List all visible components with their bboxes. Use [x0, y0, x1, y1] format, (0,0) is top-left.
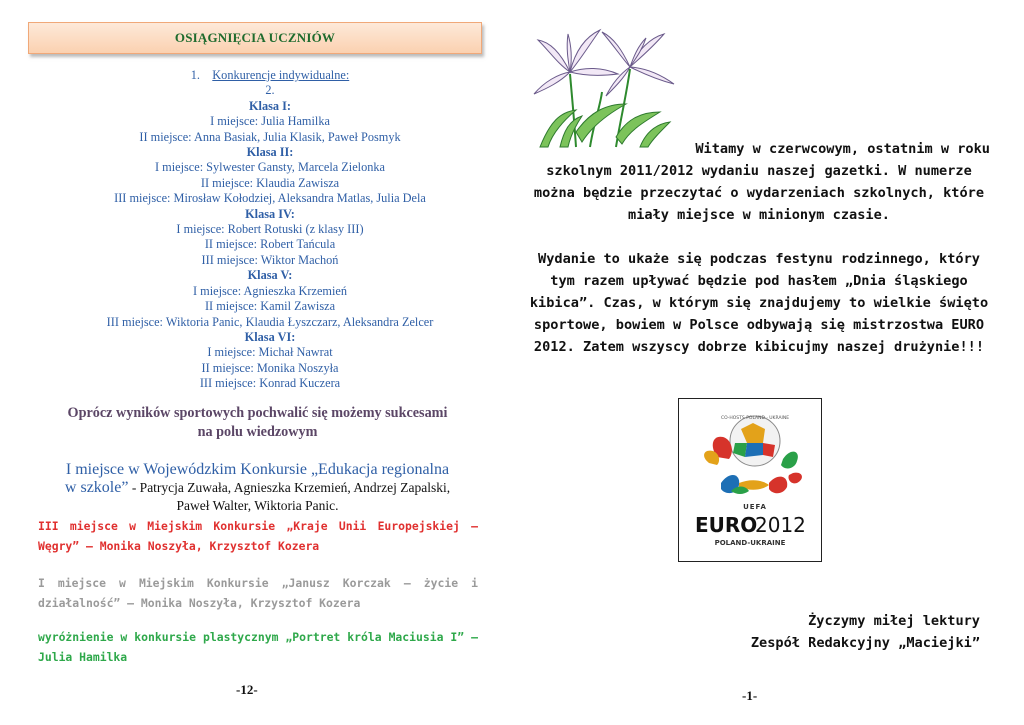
result-line: III miejsce: Wiktoria Panic, Klaudia Łyszczarz, Aleksandra Zelcer — [106, 314, 434, 329]
category-heading — [60, 68, 480, 83]
greeting-first-line: Witamy w czerwcowym, ostatnim w roku — [695, 141, 990, 157]
euro-2012-logo — [678, 398, 822, 562]
award-names: Paweł Walter, Wiktoria Panic. — [176, 498, 339, 513]
list-number-1: 1. — [190, 68, 200, 82]
greeting-paragraph: Wydanie to ukaże się podczas festynu rodzinnego, który tym razem upływać będzie pod hasłem „Dnia śląskiego kibica”. Czas, w którym się znajdujemy to wielkie święto sportowe, bowiem w Polsce odbywają się mistrzostwa EURO 2012. Zatem wszyscy dobrze kibicujmy naszej drużynie!!! — [529, 251, 989, 355]
result-line: III miejsce: Mirosław Kołodziej, Aleksandra Matlas, Julia Dela — [114, 191, 426, 206]
class-heading-v: Klasa V: — [247, 268, 293, 283]
result-line: II miejsce: Klaudia Zawisza — [200, 175, 340, 190]
result-line: II miejsce: Anna Basiak, Julia Klasik, Paweł Posmyk — [139, 129, 401, 144]
result-line: I miejsce: Sylwester Gansty, Marcela Zielonka — [154, 160, 386, 175]
page-number: -12- — [236, 682, 258, 697]
logo-euro: EURO — [695, 513, 758, 537]
result-line: I miejsce: Michał Nawrat — [207, 345, 333, 360]
result-line: II miejsce: Kamil Zawisza — [204, 299, 336, 314]
logo-hosts: POLAND-UKRAINE — [714, 539, 786, 547]
section-banner — [28, 22, 482, 54]
knowledge-summary — [30, 404, 485, 442]
class-heading-vi: Klasa VI: — [244, 329, 296, 344]
greeting-paragraph: szkolnym 2011/2012 wydaniu naszej gazetki. W numerze można będzie przeczytać o wydarzeniach szkolnych, które miały miejsce w minionym czasie. — [533, 163, 985, 223]
euro-logo-graphic — [679, 399, 821, 561]
result-line: II miejsce: Monika Noszyła — [201, 360, 339, 375]
art-contest-award: wyróżnienie w konkursie plastycznym „Portret króla Maciusia I” – Julia Hamilka — [38, 630, 478, 664]
award-title: w szkole” — [64, 479, 129, 496]
closing-line: Zespół Redakcyjny „Maciejki” — [750, 635, 980, 651]
logo-ring-text: CO-HOSTS POLAND · UKRAINE — [720, 416, 790, 421]
regional-contest-award — [30, 461, 485, 515]
right-page — [512, 0, 1024, 725]
individual-competitions-heading: Konkurencje indywidualne: — [212, 68, 350, 82]
list-number-2: 2. — [265, 83, 275, 98]
result-line: II miejsce: Robert Tańcula — [204, 237, 336, 252]
editorial-greeting — [526, 138, 992, 358]
closing-line: Życzymy miłej lektury — [808, 613, 980, 629]
result-line: I miejsce: Agnieszka Krzemień — [193, 283, 347, 298]
result-line: III miejsce: Wiktor Machoń — [201, 252, 339, 267]
section-title: OSIĄGNIĘCIA UCZNIÓW — [174, 30, 336, 45]
logo-uefa: UEFA — [743, 503, 767, 511]
eu-contest-award: III miejsce w Miejskim Konkursie „Kraje Unii Europejskiej – Węgry” – Monika Noszyła, Krzysztof Kozera — [38, 519, 478, 553]
class-heading-ii: Klasa II: — [246, 145, 294, 160]
closing-signature — [660, 610, 980, 654]
summary-line: Oprócz wyników sportowych pochwalić się możemy sukcesami — [67, 405, 448, 421]
class-heading-iv: Klasa IV: — [245, 206, 295, 221]
page-number: -1- — [742, 688, 758, 703]
korczak-contest-award: I miejsce w Miejskim Konkursie „Janusz Korczak – życie i działalność” – Monika Noszyła, Krzysztof Kozera — [38, 576, 478, 610]
result-line: I miejsce: Robert Rotuski (z klasy III) — [176, 222, 364, 237]
award-title: I miejsce w Wojewódzkim Konkursie „Edukacja regionalna — [65, 461, 450, 478]
result-line: I miejsce: Julia Hamilka — [210, 114, 330, 129]
result-line: III miejsce: Konrad Kuczera — [199, 376, 341, 391]
logo-year: 2012 — [755, 513, 806, 537]
summary-line: na polu wiedzowym — [197, 424, 318, 440]
class-heading-i: Klasa I: — [248, 98, 292, 113]
flower-illustration — [530, 12, 680, 150]
results-list — [60, 68, 480, 392]
award-names: - Patrycja Zuwała, Agnieszka Krzemień, Andrzej Zapalski, — [128, 480, 451, 495]
